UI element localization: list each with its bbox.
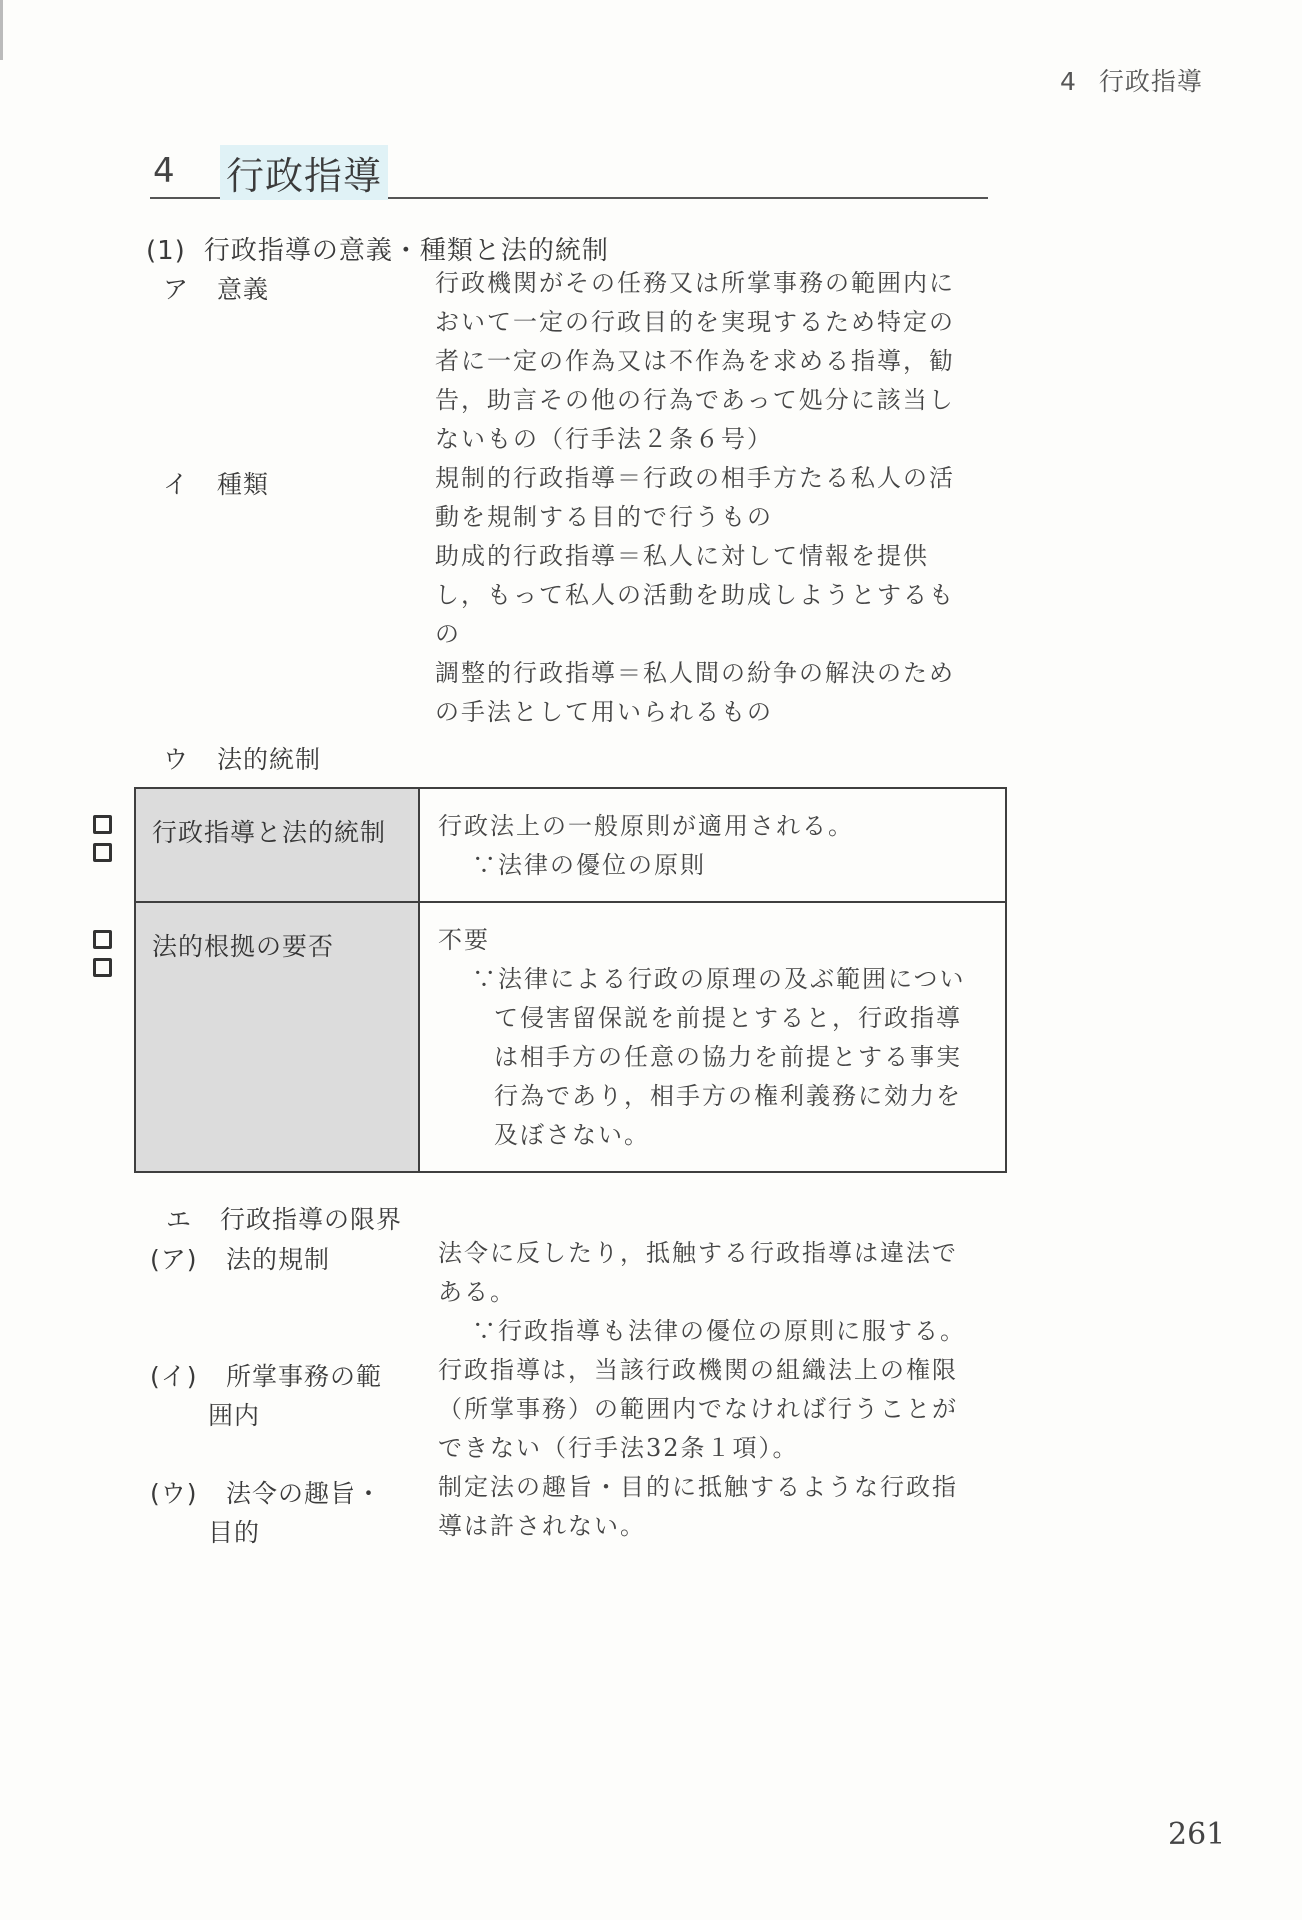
text-line: 不要 [438,926,490,954]
row-content [420,903,1005,1171]
review-checkbox[interactable] [93,843,112,862]
item-i-title: 種類 [217,470,270,499]
subitem-a-marker: (ア) [150,1245,198,1274]
row-content [420,789,1005,901]
text-line: 行政指導は，当該行政機関の組織法上の権限 [438,1356,958,1384]
item-e-label [166,1200,402,1236]
text-line: 制定法の趣旨・目的に抵触するような行政指 [438,1473,958,1501]
text-line: の [435,620,461,648]
row-header: 法的根拠の要否 [136,903,420,1171]
review-checkbox[interactable] [93,815,112,834]
reason-line: は相手方の任意の協力を前提とする事実 [494,1043,962,1071]
running-header [1060,62,1203,98]
subitem-i-title-cont: 囲内 [208,1401,261,1430]
section-number: (1) [146,236,186,266]
text-line: 者に一定の作為又は不作為を求める指導，勧 [435,347,955,375]
item-e-marker: エ [166,1205,193,1234]
review-checkbox[interactable] [93,958,112,977]
section-title: 行政指導の意義・種類と法的統制 [203,236,609,266]
text-line: 調整的行政指導＝私人間の紛争の解決のため [435,659,955,687]
reason-line: ∵行政指導も法律の優位の原則に服する。 [472,1317,966,1345]
subitem-i-marker: (イ) [150,1362,198,1391]
table-row [136,789,1005,901]
item-a-body [435,264,990,459]
table-row [136,901,1005,1171]
text-line: ある。 [438,1278,516,1306]
chapter-title: 行政指導 [220,145,388,200]
text-line: 導は許されない。 [438,1512,646,1540]
text-line: おいて一定の行政目的を実現するため特定の [435,308,955,336]
text-line: 法令に反したり，抵触する行政指導は違法で [438,1239,958,1267]
subitem-a-body [438,1234,993,1351]
subitem-i-label [150,1357,382,1393]
legal-control-table [134,787,1007,1173]
item-u-label [163,740,321,776]
subitem-u-body [438,1468,993,1546]
text-line: 告，助言その他の行為であって処分に該当し [435,386,955,414]
row-header: 行政指導と法的統制 [136,789,420,901]
text-line: 規制的行政指導＝行政の相手方たる私人の活 [435,464,955,492]
text-line: できない（行手法32条１項）。 [438,1434,799,1462]
subitem-i-title: 所掌事務の範 [226,1362,383,1391]
text-line: 動を規制する目的で行うもの [435,503,773,531]
text-line: ないもの（行手法２条６号） [435,425,773,453]
reason-line: て侵害留保説を前提とすると，行政指導 [494,1004,962,1032]
chapter-heading [150,145,988,199]
review-checkbox[interactable] [93,930,112,949]
subitem-i-body [438,1351,993,1468]
running-header-number: 4 [1060,67,1077,96]
item-a-marker: ア [163,275,190,304]
text-line: の手法として用いられるもの [435,698,773,726]
item-i-label [163,465,269,501]
item-u-title: 法的統制 [217,745,322,774]
subitem-u-title-cont: 目的 [208,1518,261,1547]
text-line: 行政法上の一般原則が適用される。 [438,812,854,840]
item-a-title: 意義 [217,275,270,304]
subitem-a-title: 法的規制 [226,1245,331,1274]
subitem-u-label-cont [208,1513,260,1549]
item-i-marker: イ [163,470,190,499]
reason-line: ∵法律の優位の原則 [472,851,706,879]
item-e-title: 行政指導の限界 [220,1205,403,1234]
subitem-i-label-cont [208,1396,260,1432]
text-line: し，もって私人の活動を助成しようとするも [435,581,955,609]
page-edge [0,0,3,60]
item-a-label [163,270,269,306]
reason-line: 行為であり，相手方の権利義務に効力を [494,1082,962,1110]
page-number: 261 [1168,1817,1226,1852]
text-line: 行政機関がその任務又は所掌事務の範囲内に [435,269,955,297]
subitem-u-marker: (ウ) [150,1479,198,1508]
subitem-a-label [150,1240,330,1276]
subitem-u-title: 法令の趣旨・ [226,1479,383,1508]
reason-line: 及ぼさない。 [494,1121,650,1149]
subitem-u-label [150,1474,382,1510]
reason-line: ∵法律による行政の原理の及ぶ範囲につい [472,965,966,993]
item-u-marker: ウ [163,745,190,774]
chapter-number: 4 [153,151,175,191]
item-i-body [435,459,990,732]
running-header-title: 行政指導 [1098,67,1203,96]
text-line: 助成的行政指導＝私人に対して情報を提供 [435,542,929,570]
section-heading [146,230,609,267]
text-line: （所掌事務）の範囲内でなければ行うことが [438,1395,958,1423]
